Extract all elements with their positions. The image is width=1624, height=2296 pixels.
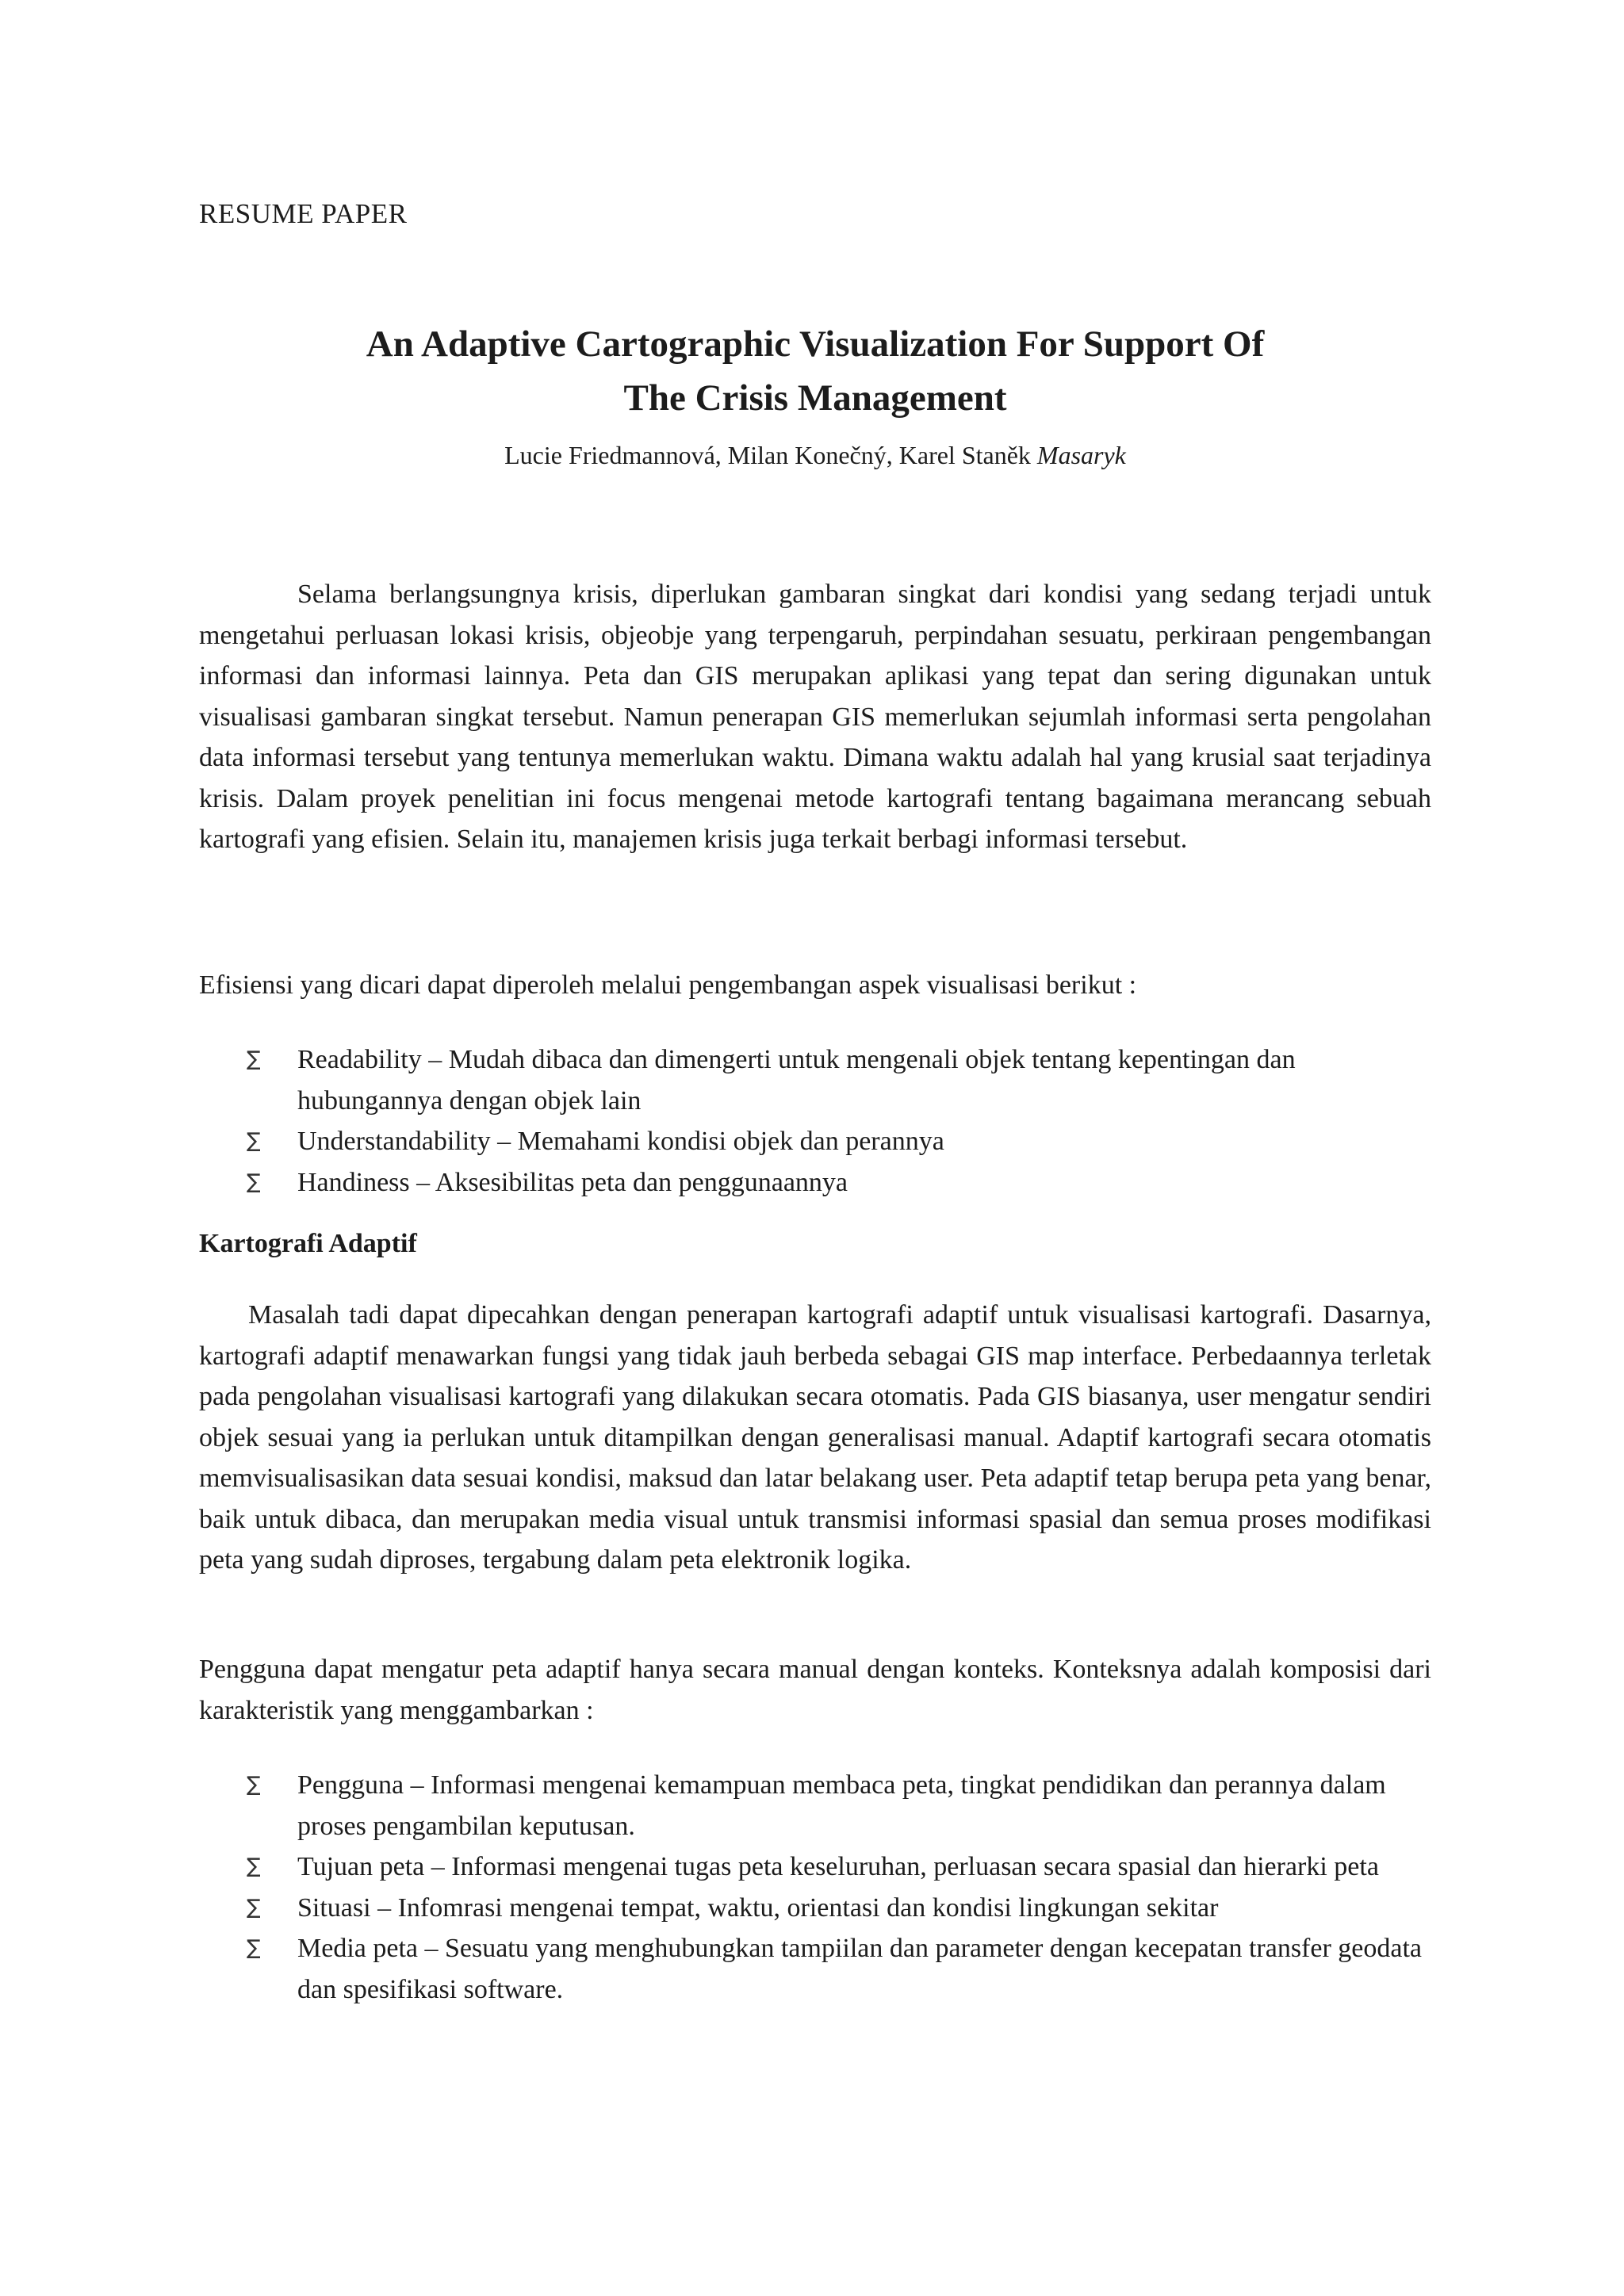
adaptive-paragraph: Masalah tadi dapat dipecahkan dengan penerapan kartografi adaptif untuk visualisasi kartografi. Dasarnya, kartografi adaptif menawarkan fungsi yang tidak jauh berbeda sebagai GIS map interface. Perbedaannya terletak pada pengolahan visualisasi kartografi yang dilakukan secara otomatis. Pada GIS biasanya, user mengatur sendiri objek sesuai yang ia perlukan untuk ditampilkan dengan generalisasi manual. Adaptif kartografi secara otomatis memvisualisasikan data sesuai kondisi, maksud dan latar belakang user. Peta adaptif tetap berupa peta yang benar, baik untuk dibaca, dan merupakan media visual untuk transmisi informasi spasial dan semua proses modifikasi peta yang sudah diproses, tergabung dalam peta elektronik logika.	[199, 1300, 1431, 1575]
list-item-text: Understandability – Memahami kondisi objek dan perannya	[297, 1127, 944, 1156]
context-paragraph: Pengguna dapat mengatur peta adaptif hanya secara manual dengan konteks. Konteksnya adalah komposisi dari karakteristik yang menggambarkan :	[199, 1655, 1431, 1725]
aspects-list-wrapper	[199, 1039, 1431, 1203]
section-heading: Kartografi Adaptif	[199, 1229, 417, 1258]
list-item	[199, 1928, 1431, 2010]
list-item-text: Tujuan peta – Informasi mengenai tugas peta keseluruhan, perluasan secara spasial dan hierarki peta	[297, 1852, 1379, 1881]
sigma-bullet-icon: ∑	[247, 1047, 261, 1071]
context-list	[199, 1765, 1431, 2010]
list-item-text: Pengguna – Informasi mengenai kemampuan membaca peta, tingkat pendidikan dan perannya dalam proses pengambilan keputusan.	[297, 1770, 1386, 1841]
list-item	[199, 1121, 1431, 1162]
aspects-list	[199, 1039, 1431, 1203]
list-item	[199, 1888, 1431, 1929]
efficiency-paragraph: Efisiensi yang dicari dapat diperoleh melalui pengembangan aspek visualisasi berikut :	[199, 970, 1137, 1000]
list-item	[199, 1039, 1431, 1121]
sigma-bullet-icon: ∑	[247, 1895, 261, 1919]
list-item	[199, 1162, 1431, 1203]
list-item	[199, 1765, 1431, 1846]
paper-title-line-2: The Crisis Management	[623, 377, 1007, 419]
sigma-bullet-icon: ∑	[247, 1169, 261, 1194]
sigma-bullet-icon: ∑	[247, 1936, 261, 1960]
sigma-bullet-icon: ∑	[247, 1773, 261, 1797]
list-item-text: Readability – Mudah dibaca dan dimengerti untuk mengenali objek tentang kepentingan dan hubungannya dengan objek lain	[297, 1045, 1296, 1115]
authors-line	[199, 441, 1431, 470]
sigma-bullet-icon: ∑	[247, 1854, 261, 1878]
list-item-text: Situasi – Infomrasi mengenai tempat, waktu, orientasi dan kondisi lingkungan sekitar	[297, 1892, 1219, 1923]
list-item	[199, 1846, 1431, 1888]
list-item-text: Handiness – Aksesibilitas peta dan penggunaannya	[297, 1167, 848, 1197]
paper-title-line-1: An Adaptive Cartographic Visualization For Support Of	[366, 323, 1265, 365]
list-item-text: Media peta – Sesuatu yang menghubungkan tampiilan dan parameter dengan kecepatan transfer geodata dan spesifikasi software.	[297, 1934, 1423, 2004]
author-affiliation: Masaryk	[1036, 441, 1126, 469]
intro-paragraph: Selama berlangsungnya krisis, diperlukan gambaran singkat dari kondisi yang sedang terjadi untuk mengetahui perluasan lokasi krisis, objeobje yang terpengaruh, perpindahan sesuatu, perkiraan pengembangan informasi dan informasi lainnya. Peta dan GIS merupakan aplikasi yang tepat dan sering digunakan untuk visualisasi gambaran singkat tersebut. Namun penerapan GIS memerlukan sejumlah informasi serta pengolahan data informasi tersebut yang tentunya memerlukan waktu. Dimana waktu adalah hal yang krusial saat terjadinya krisis. Dalam proyek penelitian ini focus mengenai metode kartografi tentang bagaimana merancang sebuah kartografi yang efisien. Selain itu, manajemen krisis juga terkait berbagi informasi tersebut.	[199, 580, 1431, 854]
document-type-label: RESUME PAPER	[199, 198, 408, 229]
author-names: Lucie Friedmannová, Milan Konečný, Karel Staněk	[504, 441, 1031, 469]
context-list-wrapper	[199, 1765, 1431, 2010]
paper-title	[199, 317, 1431, 425]
sigma-bullet-icon: ∑	[247, 1129, 261, 1153]
